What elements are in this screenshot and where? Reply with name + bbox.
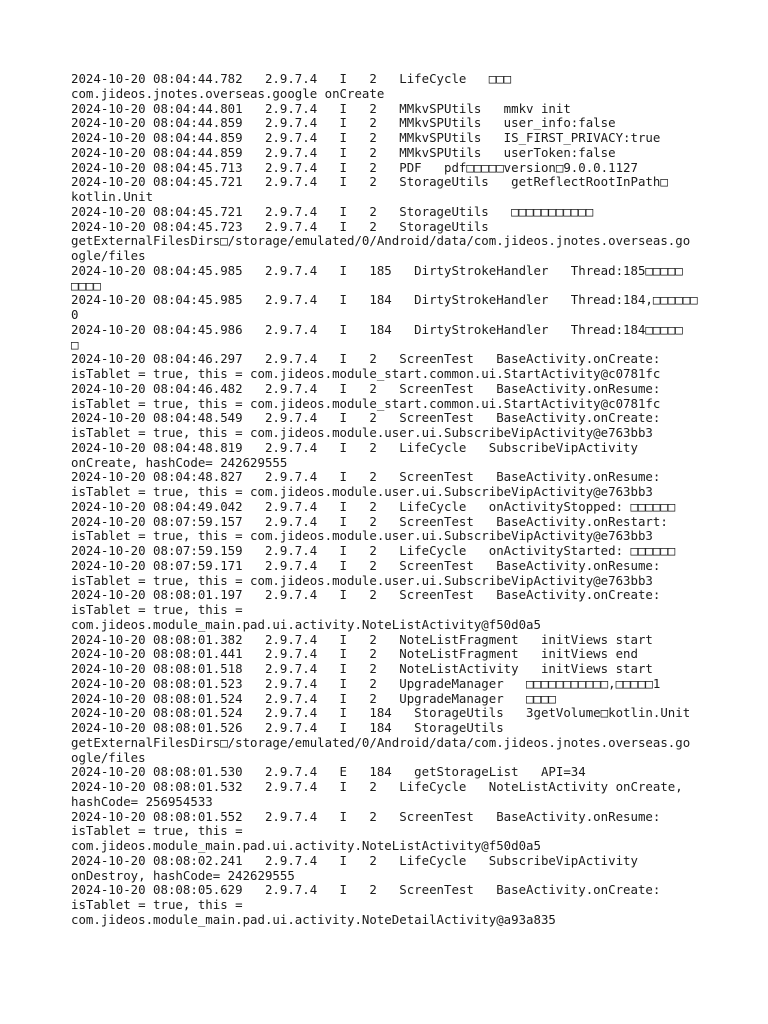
- log-line: 2024-10-20 08:04:44.859 2.9.7.4 I 2 MMkvSPUtils IS_FIRST_PRIVACY:true: [71, 130, 661, 145]
- log-line: 2024-10-20 08:04:45.713 2.9.7.4 I 2 PDF pdf□□□□□version□9.0.0.1127: [71, 159, 638, 175]
- log-line: 2024-10-20 08:08:01.552 2.9.7.4 I 2 ScreenTest BaseActivity.onResume:: [71, 808, 661, 824]
- log-line: □□□□: [71, 277, 101, 293]
- log-line: 2024-10-20 08:08:01.441 2.9.7.4 I 2 NoteListFragment initViews end: [71, 646, 638, 662]
- log-line: 2024-10-20 08:04:45.985 2.9.7.4 I 185 DirtyStrokeHandler Thread:185□□□□□: [71, 262, 683, 278]
- log-line: isTablet = true, this =: [71, 823, 243, 839]
- log-line: isTablet = true, this = com.jideos.module_start.common.ui.StartActivity@c0781fc: [71, 366, 661, 381]
- log-line: com.jideos.module_main.pad.ui.activity.NoteListActivity@f50d0a5: [71, 616, 541, 632]
- log-line: 0: [71, 307, 79, 322]
- log-line: isTablet = true, this =: [71, 897, 243, 912]
- log-line: 2024-10-20 08:04:48.549 2.9.7.4 I 2 ScreenTest BaseActivity.onCreate:: [71, 410, 661, 426]
- log-line: onDestroy, hashCode= 242629555: [71, 867, 295, 883]
- log-line: 2024-10-20 08:08:01.523 2.9.7.4 I 2 UpgradeManager □□□□□□□□□□□,□□□□□1: [71, 675, 661, 691]
- log-line: isTablet = true, this = com.jideos.module.user.ui.SubscribeVipActivity@e763bb3: [71, 528, 653, 544]
- log-line: 2024-10-20 08:07:59.159 2.9.7.4 I 2 LifeCycle onActivityStarted: □□□□□□: [71, 543, 676, 558]
- log-line: 2024-10-20 08:08:01.382 2.9.7.4 I 2 NoteListFragment initViews start: [71, 631, 653, 647]
- log-line: kotlin.Unit: [71, 189, 154, 204]
- log-line: com.jideos.module_main.pad.ui.activity.NoteListActivity@f50d0a5: [71, 838, 541, 853]
- log-line: 2024-10-20 08:07:59.157 2.9.7.4 I 2 ScreenTest BaseActivity.onRestart:: [71, 513, 668, 529]
- log-line: 2024-10-20 08:08:01.197 2.9.7.4 I 2 ScreenTest BaseActivity.onCreate:: [71, 587, 661, 603]
- log-line: isTablet = true, this =: [71, 602, 243, 617]
- log-line: 2024-10-20 08:04:45.723 2.9.7.4 I 2 StorageUtils: [71, 218, 489, 234]
- log-line: 2024-10-20 08:04:44.859 2.9.7.4 I 2 MMkvSPUtils user_info:false: [71, 115, 616, 131]
- log-line: 2024-10-20 08:08:01.526 2.9.7.4 I 184 StorageUtils: [71, 720, 504, 735]
- log-line: 2024-10-20 08:04:44.782 2.9.7.4 I 2 LifeCycle □□□: [71, 71, 512, 86]
- log-line: 2024-10-20 08:04:45.721 2.9.7.4 I 2 StorageUtils □□□□□□□□□□□: [71, 203, 594, 219]
- log-line: 2024-10-20 08:08:01.524 2.9.7.4 I 184 StorageUtils 3getVolume□kotlin.Unit: [71, 705, 691, 721]
- log-line: 2024-10-20 08:04:48.827 2.9.7.4 I 2 ScreenTest BaseActivity.onResume:: [71, 469, 661, 485]
- log-line: 2024-10-20 08:08:01.518 2.9.7.4 I 2 NoteListActivity initViews start: [71, 661, 653, 676]
- log-line: □: [71, 336, 79, 352]
- log-line: 2024-10-20 08:08:01.532 2.9.7.4 I 2 LifeCycle NoteListActivity onCreate,: [71, 779, 683, 794]
- log-line: ogle/files: [71, 749, 146, 765]
- log-line: isTablet = true, this = com.jideos.module.user.ui.SubscribeVipActivity@e763bb3: [71, 484, 653, 499]
- log-text-block: [71, 72, 711, 928]
- log-line: 2024-10-20 08:04:46.482 2.9.7.4 I 2 ScreenTest BaseActivity.onResume:: [71, 380, 661, 396]
- log-line: 2024-10-20 08:04:48.819 2.9.7.4 I 2 LifeCycle SubscribeVipActivity: [71, 439, 638, 455]
- log-line: com.jideos.module_main.pad.ui.activity.NoteDetailActivity@a93a835: [71, 911, 556, 927]
- log-line: ogle/files: [71, 248, 146, 263]
- log-line: isTablet = true, this = com.jideos.module.user.ui.SubscribeVipActivity@e763bb3: [71, 572, 653, 588]
- log-line: isTablet = true, this = com.jideos.module.user.ui.SubscribeVipActivity@e763bb3: [71, 425, 653, 440]
- log-line: 2024-10-20 08:04:45.985 2.9.7.4 I 184 DirtyStrokeHandler Thread:184,□□□□□□: [71, 292, 698, 308]
- log-line: 2024-10-20 08:04:45.721 2.9.7.4 I 2 StorageUtils getReflectRootInPath□: [71, 174, 668, 190]
- log-line: 2024-10-20 08:07:59.171 2.9.7.4 I 2 ScreenTest BaseActivity.onResume:: [71, 557, 661, 573]
- log-line: getExternalFilesDirs□/storage/emulated/0/Android/data/com.jideos.jnotes.overseas.go: [71, 734, 691, 750]
- log-line: 2024-10-20 08:04:46.297 2.9.7.4 I 2 ScreenTest BaseActivity.onCreate:: [71, 351, 661, 367]
- log-line: 2024-10-20 08:08:02.241 2.9.7.4 I 2 LifeCycle SubscribeVipActivity: [71, 852, 638, 868]
- log-line: hashCode= 256954533: [71, 793, 213, 809]
- log-line: 2024-10-20 08:04:44.801 2.9.7.4 I 2 MMkvSPUtils mmkv init: [71, 100, 571, 116]
- log-line: 2024-10-20 08:04:49.042 2.9.7.4 I 2 LifeCycle onActivityStopped: □□□□□□: [71, 498, 676, 514]
- log-line: onCreate, hashCode= 242629555: [71, 454, 288, 470]
- log-line: getExternalFilesDirs□/storage/emulated/0/Android/data/com.jideos.jnotes.overseas.go: [71, 233, 691, 249]
- log-line: com.jideos.jnotes.overseas.google onCreate: [71, 85, 385, 101]
- log-line: 2024-10-20 08:04:45.986 2.9.7.4 I 184 DirtyStrokeHandler Thread:184□□□□□: [71, 321, 683, 337]
- log-line: 2024-10-20 08:08:01.524 2.9.7.4 I 2 UpgradeManager □□□□: [71, 690, 556, 706]
- log-line: 2024-10-20 08:08:01.530 2.9.7.4 E 184 getStorageList API=34: [71, 764, 586, 780]
- log-line: 2024-10-20 08:08:05.629 2.9.7.4 I 2 ScreenTest BaseActivity.onCreate:: [71, 882, 661, 898]
- log-line: isTablet = true, this = com.jideos.module_start.common.ui.StartActivity@c0781fc: [71, 395, 661, 411]
- log-line: 2024-10-20 08:04:44.859 2.9.7.4 I 2 MMkvSPUtils userToken:false: [71, 144, 616, 160]
